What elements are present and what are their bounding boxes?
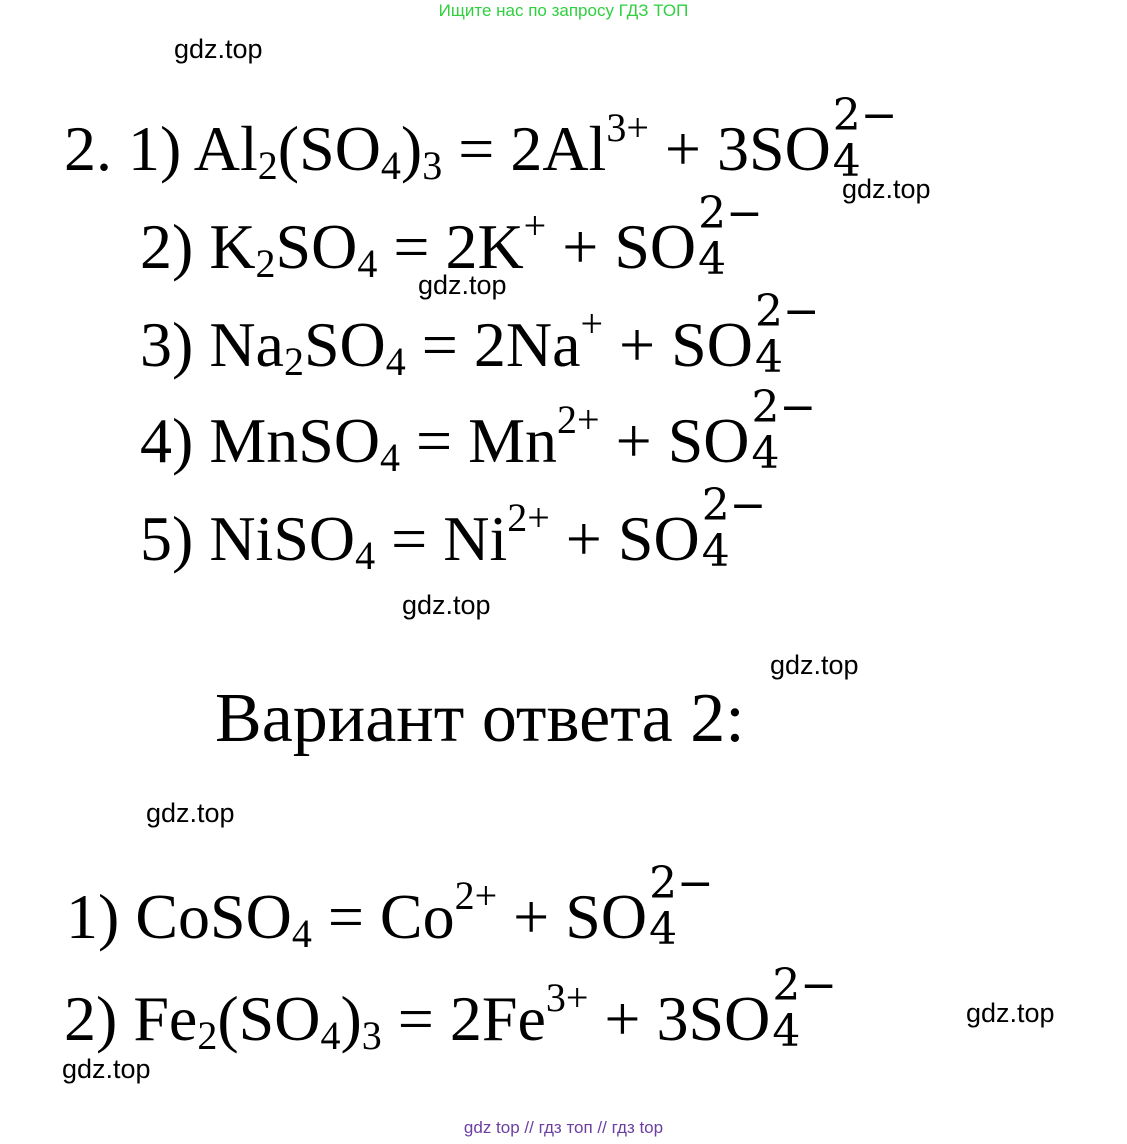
task-2-equation-5 bbox=[140, 480, 767, 578]
plus-sign: + bbox=[619, 308, 656, 380]
sulfate-ion: 3SO 2− 4 bbox=[716, 90, 898, 187]
watermark: gdz.top bbox=[402, 590, 491, 620]
equals-sign: = bbox=[458, 112, 495, 184]
equals-sign: = bbox=[397, 982, 434, 1054]
plus-sign: + bbox=[615, 404, 652, 476]
sulfate-ion: 3SO 2− 4 bbox=[656, 960, 838, 1057]
plus-sign: + bbox=[664, 112, 701, 184]
cation: $Ni^{2+}$ bbox=[443, 495, 550, 574]
cation: $Mn^{2+}$ bbox=[468, 397, 600, 476]
sulfate-ion: SO 2− 4 bbox=[617, 480, 767, 577]
plus-sign: + bbox=[513, 880, 550, 952]
sulfate-ion: SO 2− 4 bbox=[565, 858, 714, 955]
equation-lhs: $Fe_2(SO_4)_3$ bbox=[133, 982, 382, 1058]
cation: $2Fe^{3+}$ bbox=[449, 975, 589, 1054]
equation-number: 3) bbox=[140, 308, 194, 380]
equation-lhs: CoSO$_4$ bbox=[135, 880, 312, 956]
sulfate-ion: SO 2− 4 bbox=[671, 286, 820, 383]
equation-lhs: MnSO$_4$ bbox=[209, 404, 401, 480]
search-banner[interactable]: Ищите нас по запросу ГДЗ ТОП bbox=[438, 1, 689, 20]
equation-number: 4) bbox=[140, 404, 194, 476]
equation-lhs: $Na_2SO_4$ bbox=[209, 308, 406, 384]
equals-sign: = bbox=[391, 502, 428, 574]
sulfate-ion: SO 2− 4 bbox=[667, 382, 817, 479]
task-2-equation-4 bbox=[140, 382, 817, 480]
watermark: gdz.top bbox=[418, 270, 507, 300]
equation-number: 1) bbox=[66, 880, 120, 952]
equals-sign: = bbox=[393, 210, 430, 282]
cation: 2Na+ bbox=[473, 301, 604, 380]
plus-sign: + bbox=[604, 982, 641, 1054]
watermark: gdz.top bbox=[146, 798, 235, 828]
cation: $Co^{2+}$ bbox=[379, 873, 498, 952]
plus-sign: + bbox=[565, 502, 602, 574]
equation-number: 5) bbox=[140, 502, 194, 574]
watermark: gdz.top bbox=[174, 34, 263, 64]
watermark: gdz.top bbox=[62, 1054, 151, 1084]
variant-heading: Вариант ответа 2: bbox=[215, 680, 745, 757]
equation-number: 2) bbox=[64, 982, 118, 1054]
equation-lhs: NiSO$_4$ bbox=[209, 502, 376, 578]
watermark: gdz.top bbox=[770, 650, 859, 680]
watermark: gdz.top bbox=[842, 174, 931, 204]
variant-equation-1 bbox=[66, 858, 714, 956]
plus-sign: + bbox=[562, 210, 599, 282]
task-number: 2. bbox=[64, 112, 112, 184]
equation-number: 2) bbox=[140, 210, 194, 282]
equation-lhs: $K_2SO_4$ bbox=[209, 210, 378, 286]
task-2-equation-3 bbox=[140, 286, 820, 384]
equals-sign: = bbox=[416, 404, 453, 476]
task-2-equation-1 bbox=[64, 90, 898, 188]
watermark: gdz.top bbox=[966, 998, 1055, 1028]
variant-equation-2 bbox=[64, 960, 838, 1058]
footer-links[interactable]: gdz top // гдз топ // гдз top bbox=[463, 1118, 664, 1137]
equals-sign: = bbox=[421, 308, 458, 380]
sulfate-ion: SO 2− 4 bbox=[614, 188, 763, 285]
equation-number: 1) bbox=[128, 112, 182, 184]
cation: 2K+ bbox=[445, 203, 547, 282]
equation-lhs: $Al_2(SO_4)_3$ bbox=[193, 112, 443, 188]
cation: $2Al^{3+}$ bbox=[510, 105, 649, 184]
equals-sign: = bbox=[327, 880, 364, 952]
